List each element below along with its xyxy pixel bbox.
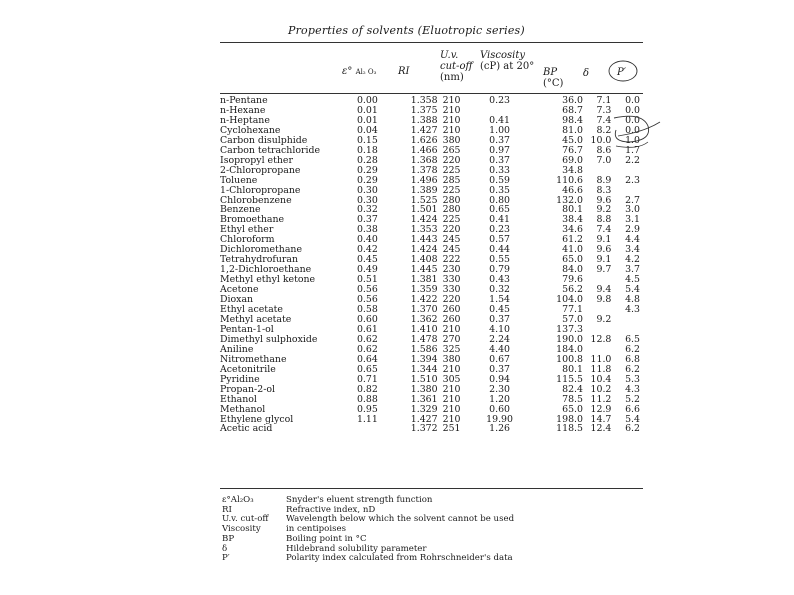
polarity-index-cell: 0.0: [625, 114, 640, 126]
eluent-strength-cell: 0.56: [356, 294, 378, 306]
eluent-strength-cell: 0.15: [356, 134, 378, 146]
refractive-index-cell: 1.443: [410, 234, 438, 246]
refractive-index-cell: 1.445: [410, 264, 438, 276]
solvent-name-cell: Aniline: [220, 343, 254, 355]
uv-cutoff-cell: 210: [442, 363, 461, 375]
viscosity-cell: 0.59: [489, 174, 510, 186]
polarity-index-cell: 2.2: [625, 154, 640, 166]
polarity-index-cell: 3.4: [625, 244, 640, 256]
viscosity-cell: 0.37: [489, 134, 510, 146]
refractive-index-cell: 1.389: [410, 184, 438, 196]
legend-row: BP Boiling point in °C: [222, 533, 367, 544]
uv-cutoff-cell: 210: [442, 383, 461, 395]
refractive-index-cell: 1.427: [410, 413, 438, 425]
solvent-name-cell: Dichloromethane: [220, 244, 302, 256]
legend-row: ε°Al₂O₃ Snyder's eluent strength function: [222, 495, 433, 505]
refractive-index-cell: 1.586: [410, 343, 438, 355]
uv-cutoff-cell: 280: [442, 204, 461, 216]
solubility-parameter-cell: 9.4: [596, 284, 612, 296]
polarity-index-cell: 6.2: [625, 363, 640, 375]
legend: [222, 496, 642, 564]
solubility-parameter-cell: 8.6: [596, 144, 612, 156]
solvent-name-cell: Ethyl acetate: [220, 304, 283, 316]
viscosity-cell: 0.67: [489, 353, 510, 365]
eluent-strength-cell: 0.32: [356, 204, 378, 216]
polarity-index-cell: 3.0: [625, 204, 640, 216]
refractive-index-cell: 1.525: [410, 194, 438, 206]
refractive-index-cell: 1.375: [410, 104, 438, 116]
eluent-strength-cell: 1.11: [356, 413, 378, 425]
boiling-point-cell: 198.0: [556, 413, 583, 425]
solvent-name-cell: Acetic acid: [220, 423, 273, 435]
solubility-parameter-cell: 9.1: [596, 234, 612, 246]
eluent-strength-cell: 0.29: [356, 164, 378, 176]
boiling-point-cell: 38.4: [562, 214, 583, 226]
uv-cutoff-cell: 285: [442, 174, 461, 186]
eluent-strength-cell: 0.00: [356, 95, 378, 106]
eluent-strength-cell: 0.60: [356, 313, 378, 325]
boiling-point-cell: 98.4: [562, 114, 583, 126]
viscosity-cell: 0.57: [489, 234, 510, 246]
boiling-point-cell: 41.0: [562, 244, 583, 256]
viscosity-cell: 0.35: [489, 184, 510, 196]
uv-cutoff-cell: 260: [442, 304, 461, 316]
eluent-strength-cell: 0.88: [356, 393, 378, 405]
boiling-point-cell: 110.6: [556, 174, 583, 186]
header-rule: [220, 93, 643, 94]
viscosity-cell: 1.54: [489, 294, 510, 306]
header-polarity: P′: [617, 67, 626, 78]
solubility-parameter-cell: 9.7: [596, 264, 612, 276]
viscosity-cell: 2.24: [489, 333, 510, 345]
solubility-parameter-cell: 10.0: [590, 134, 612, 146]
polarity-index-cell: 3.1: [625, 214, 640, 226]
solubility-parameter-cell: 10.2: [590, 383, 612, 395]
solvent-name-cell: Ethyl ether: [220, 224, 274, 236]
eluent-strength-cell: 0.64: [356, 353, 378, 365]
refractive-index-cell: 1.358: [410, 95, 438, 106]
boiling-point-cell: 56.2: [562, 284, 583, 296]
solvent-name-cell: Acetone: [220, 284, 259, 296]
viscosity-cell: 0.97: [489, 144, 510, 156]
viscosity-cell: 0.60: [489, 403, 510, 415]
eluent-strength-cell: 0.40: [356, 234, 378, 246]
refractive-index-cell: 1.626: [410, 134, 438, 146]
refractive-index-cell: 1.410: [410, 323, 438, 335]
viscosity-cell: 0.55: [489, 254, 510, 266]
solubility-parameter-cell: 11.2: [590, 393, 612, 405]
refractive-index-cell: 1.424: [410, 244, 438, 256]
solvent-name-cell: Cyclohexane: [220, 124, 281, 136]
boiling-point-cell: 79.6: [562, 274, 583, 286]
refractive-index-cell: 1.370: [410, 304, 438, 316]
viscosity-cell: 0.45: [489, 304, 510, 316]
polarity-index-cell: 5.4: [625, 284, 640, 296]
refractive-index-cell: 1.344: [410, 363, 438, 375]
solubility-parameter-cell: 9.2: [596, 313, 612, 325]
eluent-strength-cell: 0.42: [356, 244, 378, 256]
solubility-parameter-cell: 9.1: [596, 254, 612, 266]
viscosity-cell: 1.26: [489, 423, 510, 435]
refractive-index-cell: 1.378: [410, 164, 438, 176]
polarity-index-cell: 4.3: [625, 304, 640, 316]
uv-cutoff-cell: 210: [442, 323, 461, 335]
boiling-point-cell: 46.6: [562, 184, 583, 196]
boiling-point-cell: 80.1: [562, 363, 583, 375]
solvent-name-cell: 2-Chloropropane: [220, 164, 301, 176]
table-row: [220, 405, 644, 415]
refractive-index-cell: 1.501: [410, 204, 438, 216]
solvent-name-cell: Tetrahydrofuran: [220, 254, 298, 266]
viscosity-cell: 0.65: [489, 204, 510, 216]
eluent-strength-cell: 0.49: [356, 264, 378, 276]
polarity-index-cell: 6.5: [625, 333, 640, 345]
boiling-point-cell: 132.0: [556, 194, 583, 206]
solvent-name-cell: n-Pentane: [220, 95, 268, 106]
solvent-table: [220, 96, 644, 434]
eluent-strength-cell: 0.18: [356, 144, 378, 156]
eluent-strength-cell: 0.30: [356, 194, 378, 206]
eluent-strength-cell: 0.58: [356, 304, 378, 316]
polarity-index-cell: [611, 315, 644, 325]
refractive-index-cell: 1.362: [410, 313, 438, 325]
solvent-name-cell: Methyl acetate: [220, 313, 292, 325]
uv-cutoff-cell: 225: [442, 214, 461, 226]
refractive-index-cell: 1.381: [410, 274, 438, 286]
boiling-point-cell: 69.0: [562, 154, 583, 166]
boiling-point-cell: 77.1: [562, 304, 583, 316]
solvent-name-cell: Bromoethane: [220, 214, 285, 226]
viscosity-cell: 0.94: [489, 373, 510, 385]
refractive-index-cell: 1.380: [410, 383, 438, 395]
viscosity-cell: 1.00: [489, 124, 510, 136]
solvent-name-cell: Pyridine: [220, 373, 260, 385]
boiling-point-cell: 45.0: [562, 134, 583, 146]
solubility-parameter-cell: 9.6: [596, 194, 612, 206]
boiling-point-cell: 65.0: [562, 254, 583, 266]
polarity-index-cell: 6.8: [625, 353, 640, 365]
uv-cutoff-cell: 210: [442, 413, 461, 425]
polarity-index-cell: 4.3: [625, 383, 640, 395]
viscosity-cell: 0.41: [489, 114, 510, 126]
refractive-index-cell: 1.496: [410, 174, 438, 186]
refractive-index-cell: 1.353: [410, 224, 438, 236]
solubility-parameter-cell: 12.4: [590, 423, 612, 435]
refractive-index-cell: 1.368: [410, 154, 438, 166]
eluent-strength-cell: 0.51: [356, 274, 378, 286]
solvent-name-cell: 1,2-Dichloroethane: [220, 264, 312, 276]
viscosity-cell: 0.44: [489, 244, 510, 256]
viscosity-cell: 19.90: [486, 413, 513, 425]
polarity-index-cell: 4.8: [625, 294, 640, 306]
eluent-strength-cell: 0.01: [356, 114, 378, 126]
polarity-index-cell: 3.7: [625, 264, 640, 276]
solubility-parameter-cell: 14.7: [590, 413, 612, 425]
viscosity-cell: 0.37: [489, 313, 510, 325]
solvent-name-cell: Acetonitrile: [220, 363, 276, 375]
solubility-parameter-cell: 8.9: [596, 174, 612, 186]
solvent-name-cell: Pentan-1-ol: [220, 323, 274, 335]
solubility-parameter-cell: 8.3: [596, 184, 612, 196]
solvent-name-cell: Nitromethane: [220, 353, 287, 365]
boiling-point-cell: 34.8: [562, 164, 583, 176]
polarity-index-cell: 0.0: [625, 95, 640, 106]
uv-cutoff-cell: 222: [442, 254, 461, 266]
polarity-index-cell: 6.2: [625, 423, 640, 435]
uv-cutoff-cell: 220: [442, 294, 461, 306]
hand-drawn-circle: [606, 58, 640, 84]
eluent-strength-cell: 0.29: [356, 174, 378, 186]
refractive-index-cell: 1.372: [410, 423, 438, 435]
eluent-strength-cell: 0.95: [356, 403, 378, 415]
solubility-parameter-cell: 7.4: [596, 114, 612, 126]
solvent-name-cell: Carbon disulphide: [220, 134, 308, 146]
refractive-index-cell: 1.466: [410, 144, 438, 156]
solubility-parameter-cell: 9.8: [596, 294, 612, 306]
uv-cutoff-cell: 225: [442, 164, 461, 176]
viscosity-cell: 4.10: [489, 323, 510, 335]
refractive-index-cell: 1.394: [410, 353, 438, 365]
boiling-point-cell: 184.0: [556, 343, 583, 355]
eluent-strength-cell: 0.71: [356, 373, 378, 385]
viscosity-cell: 0.43: [489, 274, 510, 286]
boiling-point-cell: 65.0: [562, 403, 583, 415]
viscosity-cell: 0.33: [489, 164, 510, 176]
boiling-point-cell: 84.0: [562, 264, 583, 276]
eluent-strength-cell: 0.04: [356, 124, 378, 136]
uv-cutoff-cell: 210: [442, 95, 461, 106]
boiling-point-cell: 82.4: [562, 383, 583, 395]
uv-cutoff-cell: 210: [442, 403, 461, 415]
header-viscosity: Viscosity (cP) at 20°: [480, 50, 535, 72]
boiling-point-cell: 104.0: [556, 294, 583, 306]
header-eps: ε° Al₂ O₃: [342, 66, 377, 77]
refractive-index-cell: 1.359: [410, 284, 438, 296]
boiling-point-cell: 68.7: [562, 104, 583, 116]
eluent-strength-cell: 0.45: [356, 254, 378, 266]
uv-cutoff-cell: 251: [442, 423, 461, 435]
eluent-strength-cell: 0.56: [356, 284, 378, 296]
uv-cutoff-cell: 210: [442, 104, 461, 116]
polarity-index-cell: 0.0: [625, 104, 640, 116]
solvent-name-cell: Methanol: [220, 403, 266, 415]
polarity-index-cell: 6.2: [625, 343, 640, 355]
viscosity-cell: 1.20: [489, 393, 510, 405]
eluent-strength-cell: 0.61: [356, 323, 378, 335]
uv-cutoff-cell: 380: [442, 353, 461, 365]
solvent-name-cell: n-Hexane: [220, 104, 266, 116]
refractive-index-cell: 1.361: [410, 393, 438, 405]
viscosity-cell: 4.40: [489, 343, 510, 355]
solubility-parameter-cell: 8.2: [596, 124, 612, 136]
solubility-parameter-cell: 9.6: [596, 244, 612, 256]
viscosity-cell: 0.23: [489, 95, 510, 106]
solvent-name-cell: Ethanol: [220, 393, 257, 405]
refractive-index-cell: 1.424: [410, 214, 438, 226]
uv-cutoff-cell: 325: [442, 343, 461, 355]
polarity-index-cell: 2.9: [625, 224, 640, 236]
polarity-index-cell: 4.4: [625, 234, 640, 246]
boiling-point-cell: 57.0: [562, 313, 583, 325]
eluent-strength-cell: 0.62: [356, 333, 378, 345]
polarity-index-cell: 4.2: [625, 254, 640, 266]
table-row: [220, 424, 644, 434]
eluent-strength-cell: 0.37: [356, 214, 378, 226]
uv-cutoff-cell: 220: [442, 154, 461, 166]
boiling-point-cell: 61.2: [562, 234, 583, 246]
uv-cutoff-cell: 305: [442, 373, 461, 385]
uv-cutoff-cell: 210: [442, 124, 461, 136]
uv-cutoff-cell: 330: [442, 284, 461, 296]
uv-cutoff-cell: 280: [442, 194, 461, 206]
boiling-point-cell: 118.5: [556, 423, 583, 435]
legend-row: U.v. cut-off Wavelength below which the solvent cannot be used: [222, 514, 515, 525]
solubility-parameter-cell: 9.2: [596, 204, 612, 216]
uv-cutoff-cell: 245: [442, 234, 461, 246]
solubility-parameter-cell: 11.8: [590, 363, 612, 375]
legend-row: δ Hildebrand solubility parameter: [222, 543, 427, 554]
solvent-name-cell: Isopropyl ether: [220, 154, 293, 166]
boiling-point-cell: 100.8: [556, 353, 583, 365]
boiling-point-cell: 137.3: [556, 323, 583, 335]
hand-drawn-annotation: [608, 112, 678, 158]
legend-row: Viscosity in centipoises: [222, 524, 346, 535]
solvent-name-cell: 1-Chloropropane: [220, 184, 301, 196]
top-rule: [220, 42, 643, 43]
boiling-point-cell: 76.7: [562, 144, 583, 156]
solvent-name-cell: Toluene: [220, 174, 258, 186]
uv-cutoff-cell: 380: [442, 134, 461, 146]
boiling-point-cell: 78.5: [562, 393, 583, 405]
solvent-name-cell: Benzene: [220, 204, 261, 216]
boiling-point-cell: 34.6: [562, 224, 583, 236]
solubility-parameter-cell: 7.1: [596, 95, 612, 106]
uv-cutoff-cell: 210: [442, 114, 461, 126]
eluent-strength-cell: 0.82: [356, 383, 378, 395]
header-ri: RI: [398, 66, 410, 77]
bottom-rule: [220, 488, 643, 489]
boiling-point-cell: 36.0: [562, 95, 583, 106]
solubility-parameter-cell: 8.8: [596, 214, 612, 226]
viscosity-cell: 0.37: [489, 363, 510, 375]
legend-row: RI Refractive index, nD: [222, 504, 376, 515]
viscosity-cell: 0.32: [489, 284, 510, 296]
polarity-index-cell: 6.6: [625, 403, 640, 415]
refractive-index-cell: 1.510: [410, 373, 438, 385]
boiling-point-cell: 115.5: [556, 373, 583, 385]
refractive-index-cell: 1.478: [410, 333, 438, 345]
solvent-name-cell: Methyl ethyl ketone: [220, 274, 316, 286]
solvent-name-cell: Propan-2-ol: [220, 383, 276, 395]
polarity-index-cell: 2.7: [625, 194, 640, 206]
eluent-strength-cell: [342, 424, 393, 434]
solvent-name-cell: Carbon tetrachloride: [220, 144, 321, 156]
solubility-parameter-cell: 7.0: [596, 154, 612, 166]
boiling-point-cell: 81.0: [562, 124, 583, 136]
solubility-parameter-cell: 7.4: [596, 224, 612, 236]
solvent-name-cell: Dioxan: [220, 294, 254, 306]
boiling-point-cell: 80.1: [562, 204, 583, 216]
eluent-strength-cell: 0.65: [356, 363, 378, 375]
uv-cutoff-cell: 330: [442, 274, 461, 286]
table-title: Properties of solvents (Eluotropic series): [288, 24, 525, 37]
header-delta: δ: [583, 68, 590, 79]
refractive-index-cell: 1.427: [410, 124, 438, 136]
viscosity-cell: 0.23: [489, 224, 510, 236]
viscosity-cell: 2.30: [489, 383, 510, 395]
solubility-parameter-cell: 11.0: [590, 353, 612, 365]
refractive-index-cell: 1.408: [410, 254, 438, 266]
viscosity-cell: 0.41: [489, 214, 510, 226]
uv-cutoff-cell: 245: [442, 244, 461, 256]
uv-cutoff-cell: 260: [442, 313, 461, 325]
uv-cutoff-cell: 230: [442, 264, 461, 276]
eluent-strength-cell: 0.30: [356, 184, 378, 196]
solubility-parameter-cell: 10.4: [590, 373, 612, 385]
viscosity-cell: 0.79: [489, 264, 510, 276]
uv-cutoff-cell: 265: [442, 144, 461, 156]
refractive-index-cell: 1.388: [410, 114, 438, 126]
uv-cutoff-cell: 270: [442, 333, 461, 345]
polarity-index-cell: 2.3: [625, 174, 640, 186]
polarity-index-cell: 5.4: [625, 413, 640, 425]
polarity-index-cell: 4.5: [625, 274, 640, 286]
polarity-index-cell: 1.0: [625, 134, 640, 146]
uv-cutoff-cell: 220: [442, 224, 461, 236]
viscosity-cell: 0.80: [489, 194, 510, 206]
polarity-index-cell: 5.3: [625, 373, 640, 385]
uv-cutoff-cell: 225: [442, 184, 461, 196]
solubility-parameter-cell: 12.9: [590, 403, 612, 415]
polarity-index-cell: 5.2: [625, 393, 640, 405]
solvent-name-cell: Chloroform: [220, 234, 275, 246]
polarity-index-cell: 1.7: [625, 144, 640, 156]
legend-row: P′ Polarity index calculated from Rohrschneider's data: [222, 553, 513, 564]
header-uv: U.v. cut-off (nm): [440, 50, 473, 83]
boiling-point-cell: 190.0: [556, 333, 583, 345]
header-bp: BP (°C): [543, 67, 564, 89]
refractive-index-cell: 1.329: [410, 403, 438, 415]
solvent-name-cell: Dimethyl sulphoxide: [220, 333, 318, 345]
polarity-index-cell: 0.0: [625, 124, 640, 136]
refractive-index-cell: 1.422: [410, 294, 438, 306]
solubility-parameter-cell: 7.3: [596, 104, 612, 116]
eluent-strength-cell: 0.01: [356, 104, 378, 116]
solvent-name-cell: Chlorobenzene: [220, 194, 292, 206]
solubility-parameter-cell: 12.8: [590, 333, 612, 345]
uv-cutoff-cell: 210: [442, 393, 461, 405]
eluent-strength-cell: 0.62: [356, 343, 378, 355]
eluent-strength-cell: 0.28: [356, 154, 378, 166]
viscosity-cell: 0.37: [489, 154, 510, 166]
solvent-name-cell: n-Heptane: [220, 114, 270, 126]
solvent-name-cell: Ethylene glycol: [220, 413, 294, 425]
eluent-strength-cell: 0.38: [356, 224, 378, 236]
